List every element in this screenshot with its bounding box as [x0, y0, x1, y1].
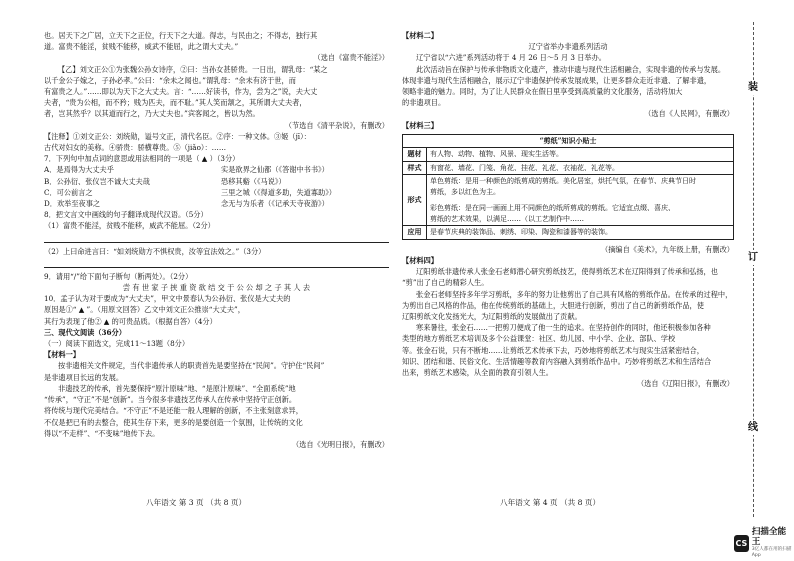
table-value — [427, 175, 734, 226]
option-ref: 念无与为乐者（《记承天寺夜游》） — [221, 199, 329, 209]
question-10-line: 原因是①“ ▲ ”。（用原文回答）乙文中刘文正公推崇“大丈夫”， — [44, 305, 245, 315]
text-line: 辽阳剪纸文化发扬光大，为辽阳剪纸的发展做出了贡献。 — [402, 312, 582, 322]
answer-line — [44, 259, 389, 268]
table-value-line: 剪纸，多以红色为主。 — [430, 187, 500, 196]
text-line: “剪”出了自己的精彩人生。 — [402, 278, 489, 288]
table-row — [403, 226, 734, 240]
option-ref: 实是欲界之仙都（《答谢中书书》） — [221, 165, 329, 175]
source-note: （摘编自《美术》，九年级上册，有删改） — [601, 244, 734, 254]
text-line: 不仅是把已有的去整合，使其生存下来，更多的是要创造一个氛围，让传统的文化 — [44, 417, 303, 427]
option-text: B．公孙衍、张仪岂不诚大丈夫哉 — [44, 176, 150, 186]
source-note: （选自《人民网》，有删改） — [644, 109, 734, 119]
text-line: 等。张金石说，只有不断地……让剪纸艺术传承下去，巧妙地将剪纸艺术与现实生活紧密结合， — [402, 345, 704, 355]
source-note: （节选自《清平杂说》，有删改） — [284, 120, 389, 130]
option-text: A．是焉得为大丈夫乎 — [44, 165, 114, 175]
option-row — [44, 176, 389, 187]
text-line: 辽阳剪纸非遗传承人张金石老师潜心研究剪纸技艺，使得剪纸艺术在辽阳得到了传承和弘扬，也 — [416, 267, 718, 277]
text-line: 领略非遗的魅力。同时，为了让人民群众在假日里享受到高质量的文化服务，活动将加大 — [402, 87, 683, 97]
source-note: （选自《辽阳日报》，有删改） — [636, 379, 734, 389]
question-8: 8．把文言文中画线的句子翻译成现代汉语。（5分） — [44, 210, 208, 220]
text-line: 也。居天下之广居，立天下之正位，行天下之大道。得志，与民由之；不得志，独行其 — [44, 31, 318, 40]
table-value-line: 单色剪纸：是用一种颜色的纸剪成的剪纸。美化居室，烘托气氛，在春节、庆典节日时 — [430, 177, 696, 186]
table-key: 题材 — [403, 148, 427, 162]
table-value: 是春节庆典的装饰品、刺绣、印染、陶瓷和漆器等的装饰。 — [427, 226, 734, 240]
option-text: D．欢举至夜事之 — [44, 199, 101, 209]
text-line: 是非遗项目长远的发展。 — [44, 372, 124, 382]
text-line: 出来，剪纸艺术感染，从全面的教育引领人生。 — [402, 368, 553, 378]
text-line: 张金石老师坚持多年学习剪纸，多年的努力让他剪出了自己具有风格的剪纸作品。在传承的过程中， — [416, 289, 733, 299]
scanner-title: 扫描全能王 — [751, 527, 787, 547]
option-text: C．可公前言之 — [44, 187, 93, 197]
text-line: 以千金公子嫁之，子孙必孝。”公曰：“余未之闻也。”谓乳母：“余未有济于世，而 — [44, 75, 296, 85]
table-key: 应用 — [403, 226, 427, 240]
binding-char: 订 — [748, 250, 758, 265]
material-title: 辽宁省举办非遗系列活动 — [528, 42, 608, 52]
material-heading: 【材料三】 — [402, 120, 438, 130]
left-page — [44, 30, 389, 450]
section-subheading: （一）阅读下面选文，完成11～13题（8分） — [44, 339, 190, 349]
scanner-watermark — [734, 527, 794, 559]
text-line: 有富贵之人。”……即以为天下之大丈夫。言：“……好读书，作为，尝为之”说，夫大丈 — [44, 87, 318, 97]
text-line: 道。富贵不能淫，贫贱不能移，威武不能屈，此之谓大丈夫。” — [44, 42, 239, 52]
table-row — [403, 148, 734, 162]
text-line: 类型的地方剪纸艺术培训及多个公益课堂：社区、幼儿园、中小学、企业、部队、学校 — [402, 334, 676, 344]
text-line: 非遗技艺的传承，首先要保持“原汁原味”地、“是原汁原味”、“全面系统”地 — [58, 383, 296, 393]
text-line: 寒来暑往，张金石……一把剪刀便成了他一生的追求。在坚持创作的同时，他还积极参加各种 — [416, 323, 711, 333]
material-heading: 【材料四】 — [402, 256, 438, 266]
binding-char: 装 — [748, 80, 758, 95]
table-row — [403, 161, 734, 175]
question-9-text: 尝 有 世 家 子 挟 重 资 欲 结 交 于 公 公 却 之 子 其 人 去 — [122, 283, 311, 293]
knowledge-table — [402, 134, 734, 240]
option-ref: 三里之城（《得道多助，失道寡助》） — [221, 187, 336, 197]
text-line: 体现非遗与现代生活相融合，展示辽宁非遗保护传承发展成果，让更多群众走近非遗、了解非遗， — [402, 75, 712, 85]
binding-char: 线 — [748, 420, 758, 435]
answer-line — [44, 234, 389, 243]
cs-logo-icon: CS — [734, 535, 749, 552]
question-8-2: （2）上曰命进言曰：“如刘统勋方不惧权贵，汝等宜法效之。”（3分） — [44, 246, 266, 256]
text-line: 此次活动旨在保护与传承非物质文化遗产，推动非遗与现代生活相融合，实现非遗的传承与发展。 — [416, 64, 726, 74]
table-value: 有人物、动物、植物、风景、现实生活等。 — [427, 148, 734, 162]
table-row — [403, 175, 734, 226]
binding-dashed-line — [753, 22, 754, 517]
question-7: 7．下列句中加点词的意思或用法相同的一项是（ ▲ ）（3分） — [44, 154, 240, 164]
page-footer-left: 八年语文 第 3 页 （共 8 页） — [146, 498, 247, 507]
question-9: 9．请用“/”给下面句子断句（断两处）。（2分） — [44, 271, 193, 281]
table-value-line: 彩色剪纸：是在同一画面上用不同颜色的纸所剪成的剪纸。它适宜点缀、喜庆、 — [430, 204, 675, 213]
text-line: 将传统与现代完美结合。“不守正”不是还能一般人理解的创新，不主张刻意求异， — [44, 406, 303, 416]
section-heading: 三、现代文阅读（36分） — [44, 327, 126, 337]
material-heading: 【材料一】 — [44, 350, 80, 360]
table-value-line: 剪纸的艺术效果，以满足……（以工艺制作中…… — [430, 214, 584, 223]
text-line: 知识、团结和谐、民俗文化、生活情趣等教育内容融入到剪纸作品中。巧妙将剪纸艺术和生活结合 — [402, 356, 712, 366]
text-line: 辽宁省以“六进”系列活动将于 4 月 26 日～5 月 3 日举办。 — [416, 53, 606, 63]
material-heading: 【材料二】 — [402, 31, 438, 40]
scanner-text — [752, 527, 794, 559]
binding-margin — [740, 0, 794, 561]
option-row — [44, 187, 389, 198]
source-note: （选自《光明日报》，有删改） — [291, 439, 389, 449]
annotation-line: 【注释】①刘文正公：刘统勋，谥号文正，清代名臣。②序：一种文体。③姬（jī）： — [44, 131, 311, 141]
text-line: 夫者，“贵为公相，而不矜；贱为匹夫，而不耻。”其人笑而颔之，其所谓大丈夫者， — [44, 98, 307, 108]
text-line: 得以“不走样”、“不变味”地传下去。 — [44, 428, 160, 438]
question-10: 10．孟子认为对于要成为“大丈夫”，甲文中景春认为公孙衍、张仪是大丈夫的 — [44, 294, 291, 304]
annotation-line: 古代对妇女的美称。④骄贵：骄横尊贵。⑤（jiǎo）：…… — [44, 143, 227, 153]
option-row — [44, 198, 389, 209]
text-line: 【乙】刘文正公①为张魏公孙女诗序，②曰：当孙女甚骄贵。一日出，谓乳母：“某之 — [58, 64, 328, 74]
page-footer-right: 八年语文 第 4 页 （共 8 页） — [500, 498, 601, 507]
table-key: 样式 — [403, 161, 427, 175]
scanner-subtitle: 3亿人都在用的扫描App — [751, 547, 792, 558]
option-ref: 恐移其谿（《马说》） — [221, 176, 286, 186]
table-value: 有窗花、墙花、门笺、角花、挂花、礼花、衣袖花、礼花等。 — [427, 161, 734, 175]
text-line: 按非遗相关文件规定，当代非遗传承人的职责首先是要坚持在“民间”。守护住“民间” — [58, 361, 325, 371]
right-page — [402, 30, 734, 389]
table-title: “剪纸”知识小贴士 — [403, 134, 734, 148]
text-line: 为剪出自己风格的作品，他在传统剪纸的基础上，大胆进行创新，剪出了自己的新剪纸作品，使 — [402, 300, 704, 310]
source-note: （选自《富贵不能淫》） — [313, 53, 389, 63]
text-line: 者，岂其然乎？以其道而行之，乃大丈夫也。”宾客闻之，皆以为然。 — [44, 109, 260, 119]
question-8-1: （1）富贵不能淫，贫贱不能移，威武不能屈。（2分） — [44, 221, 215, 231]
text-line: 的非遗项目。 — [402, 98, 446, 108]
table-key: 形式 — [403, 175, 427, 226]
question-10-line: 其行为表现了他② ▲ 的可贵品质。（根据自答）（4分） — [44, 316, 217, 326]
option-row — [44, 164, 389, 175]
text-line: “传承”，“守正”不是“创新”。当今很多非遗技艺传承人在传承中坚持守正创新。 — [44, 395, 297, 405]
